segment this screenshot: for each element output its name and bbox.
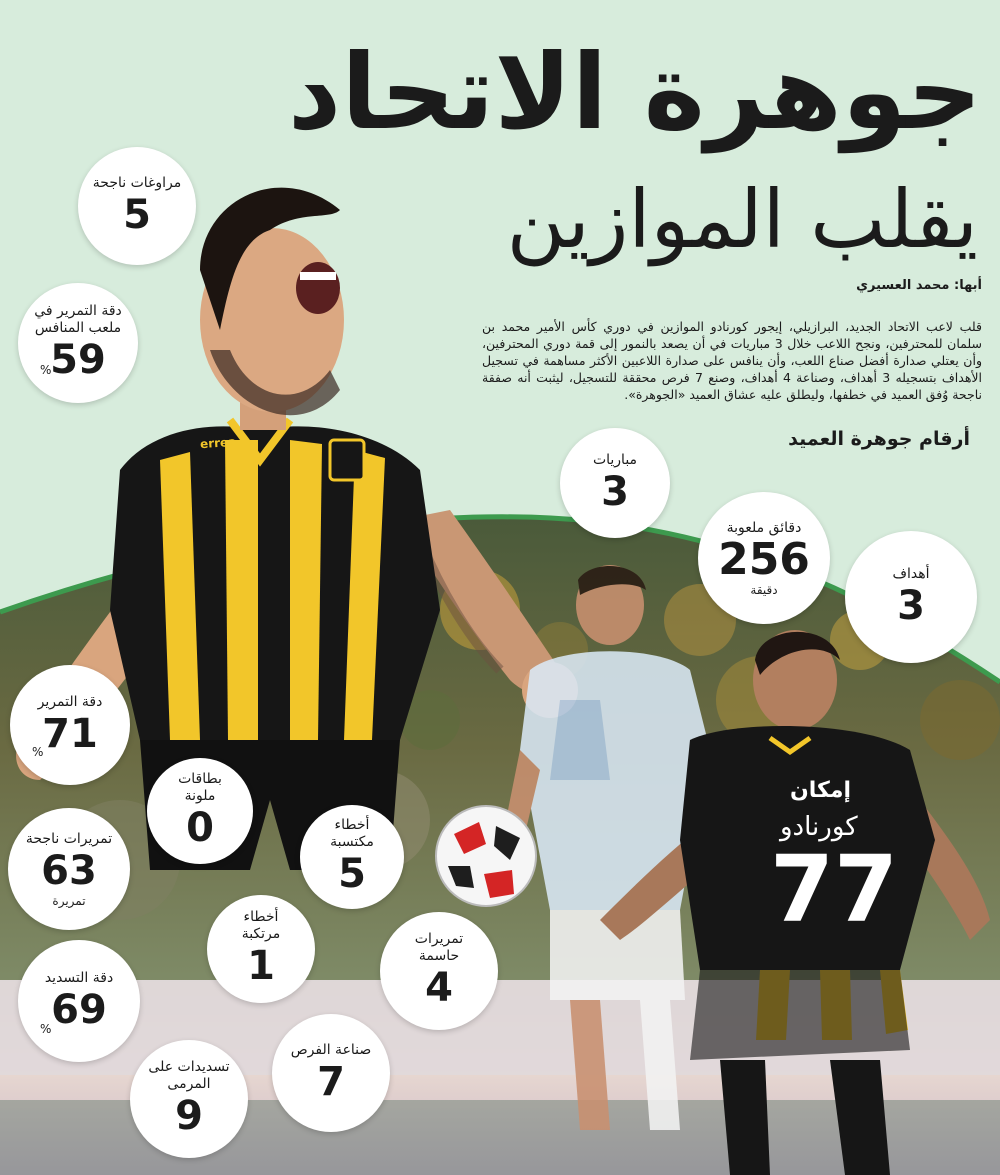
stat-shot-accuracy (18, 940, 140, 1062)
headline-line1: جوهرة الاتحاد (287, 31, 982, 153)
stat-pass-accuracy-unit: % (32, 745, 44, 759)
stat-minutes (698, 492, 830, 624)
byline: أبها: محمد العسيري (856, 278, 982, 293)
stat-opp-pass-accuracy-unit: % (40, 363, 52, 377)
stat-pass-accuracy-value: 71 (42, 710, 98, 757)
stat-shots-on-target-label: تسديدات على المرمى (148, 1059, 230, 1092)
stat-goals-value: 3 (897, 582, 925, 629)
jersey-name: كورنادو (780, 812, 858, 842)
stat-dribbles-label: مراوغات ناجحة (92, 174, 182, 191)
stat-fouls-committed-value: 1 (247, 943, 275, 989)
stat-minutes-label: دقائق ملعوبة (726, 519, 802, 536)
stat-pass-accuracy-label: دقة التمرير (37, 693, 103, 710)
football-icon (434, 804, 538, 908)
stat-successful-passes (8, 808, 130, 930)
jersey-sponsor: إمكان (790, 778, 851, 803)
stat-shot-accuracy-value: 69 (51, 986, 107, 1033)
stat-dribbles-value: 5 (123, 191, 151, 238)
headline-line2: يقلب الموازين (506, 173, 978, 266)
stat-shots-on-target-value: 9 (175, 1093, 203, 1139)
stat-opp-pass-accuracy-value: 59 (50, 337, 106, 383)
stat-key-passes-label: تمريرات حاسمة (414, 931, 464, 964)
stat-pass-accuracy (10, 665, 130, 785)
stat-cards-value: 0 (186, 805, 214, 851)
stat-shot-accuracy-unit: % (40, 1022, 52, 1036)
intro-paragraph: قلب لاعب الاتحاد الجديد، البرازيلي، إيجور كورنادو الموازين في دوري كأس الأمير محمد بن سلمان للمحترفين، ونجح اللاعب خلال 3 مباريات في أن يصعد بالنمور إلى قمة دوري المحترفين، وأن يعتلي صدارة أفضل صناع اللعب، وأن ينافس على صدارة اللاعبين الأكثر مساهمة في تسجيل الأهداف بتسجيله 3 أهداف، وصناعة 4 أهداف، وصنع 7 فرص محققة للتسجيل، ليثبت أنه صفقة ناجحة وُفق العميد في خطفها، وليطلق عليه عشاق العميد «الجوهرة». (482, 319, 983, 402)
stat-matches-value: 3 (601, 468, 629, 515)
stat-successful-passes-label: تمريرات ناجحة (25, 830, 113, 847)
stat-shot-accuracy-label: دقة التسديد (44, 969, 114, 986)
stat-fouls-won-label: أخطاء مكتسبة (330, 817, 374, 850)
stat-key-passes-value: 4 (425, 965, 453, 1011)
stat-fouls-committed-label: أخطاء مرتكبة (241, 909, 281, 942)
stat-dribbles (78, 147, 196, 265)
jersey-number: 77 (770, 836, 899, 943)
stat-cards-label: بطاقات ملونة (178, 771, 222, 804)
stat-minutes-value: 256 (718, 533, 810, 585)
stat-goals-label: أهداف (892, 565, 930, 582)
stat-fouls-won (300, 805, 404, 909)
stat-chances-created-label: صناعة الفرص (290, 1041, 372, 1058)
jersey-brand: errea (199, 434, 237, 452)
stat-matches-label: مباريات (592, 451, 638, 468)
stat-minutes-unit: دقيقة (750, 582, 778, 597)
stat-chances-created-value: 7 (317, 1058, 345, 1105)
stat-chances-created (272, 1014, 390, 1132)
stat-cards (147, 758, 253, 864)
stat-fouls-won-value: 5 (338, 851, 366, 897)
section-title: أرقام جوهرة العميد (788, 428, 970, 450)
stat-opp-pass-accuracy (18, 283, 138, 403)
stat-opp-pass-accuracy-label: دقة التمرير في ملعب المنافس (34, 303, 122, 336)
stat-successful-passes-value: 63 (41, 847, 97, 894)
stat-key-passes (380, 912, 498, 1030)
stat-goals (845, 531, 977, 663)
stat-matches (560, 428, 670, 538)
stat-fouls-committed (207, 895, 315, 1003)
stat-successful-passes-unit: تمريرة (52, 893, 86, 908)
stat-shots-on-target (130, 1040, 248, 1158)
